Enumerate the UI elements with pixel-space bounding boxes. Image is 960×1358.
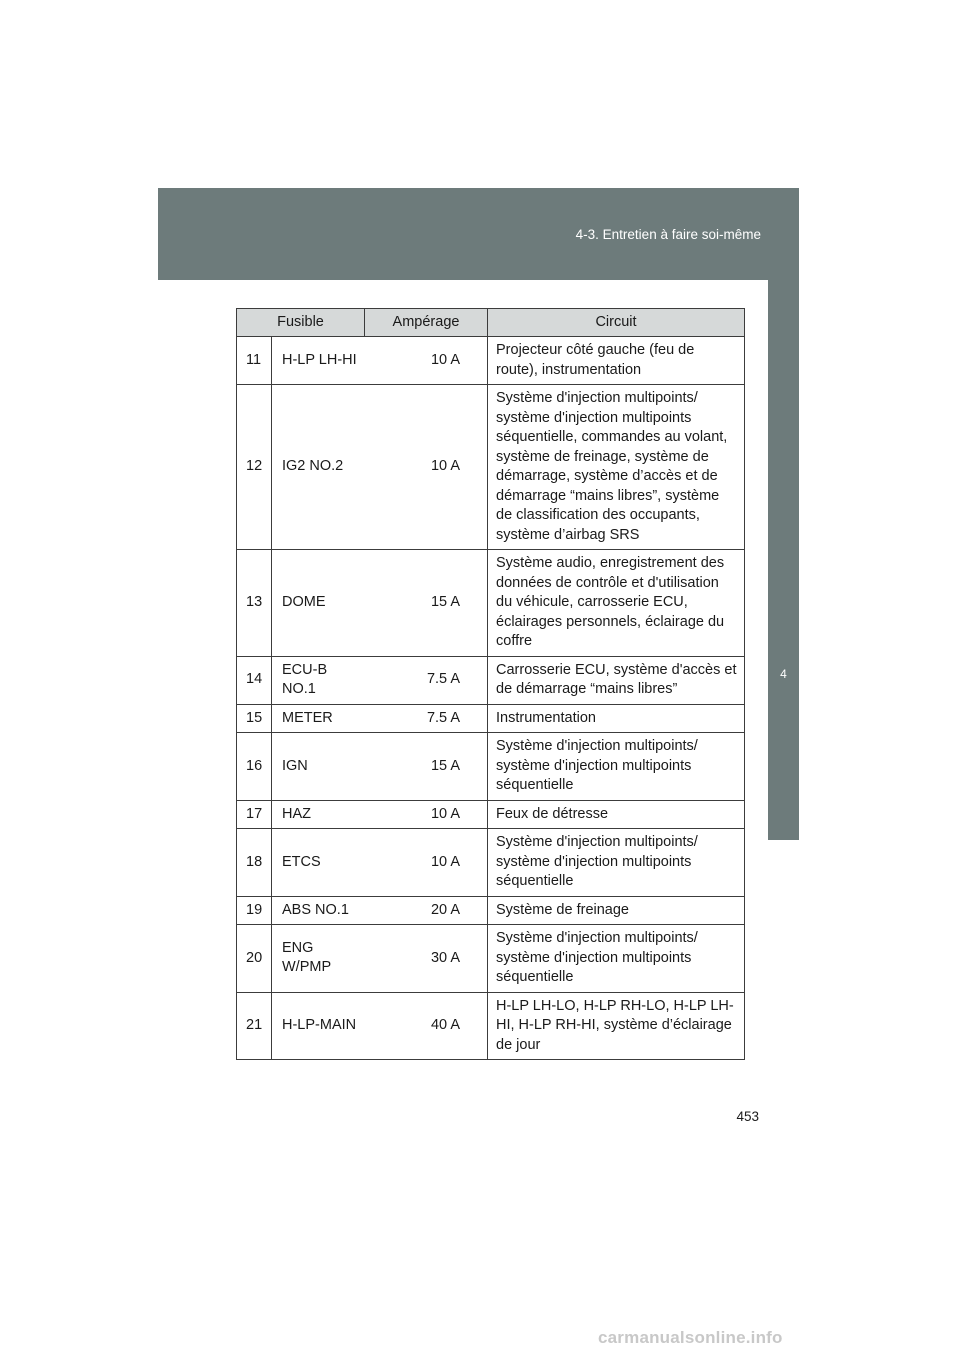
fuse-name: METER [272,704,365,733]
fuse-amperage: 10 A [365,385,488,550]
table-row [237,337,745,385]
column-header-circuit: Circuit [488,309,745,337]
fuse-number: 21 [237,992,272,1060]
fuse-name: H-LP LH-HI [272,337,365,385]
fuse-amperage: 7.5 A [365,656,488,704]
table-row [237,896,745,925]
table-row [237,550,745,657]
fuse-circuit: Feux de détresse [488,800,745,829]
fuse-number: 19 [237,896,272,925]
chapter-number: 4 [780,667,787,681]
fuse-circuit: Carrosserie ECU, système d'accès et de démarrage “mains libres” [488,656,745,704]
fuse-amperage: 10 A [365,337,488,385]
fuse-circuit: Système d'injection multipoints/ système d'injection multipoints séquentielle [488,829,745,897]
page-number: 453 [736,1109,759,1124]
fuse-name: ETCS [272,829,365,897]
fuse-name: IGN [272,733,365,801]
table-row [237,656,745,704]
fuse-circuit: H-LP LH-LO, H-LP RH-LO, H-LP LH-HI, H-LP RH-HI, système d’éclairage de jour [488,992,745,1060]
fuse-name: H-LP-MAIN [272,992,365,1060]
watermark: carmanualsonline.info [598,1328,783,1347]
fuse-circuit: Système d'injection multipoints/ système d'injection multipoints séquentielle, commandes au volant, système de freinage, système de démarrage, système d’accès et de démarrage “mains libres”, système de classification des occupants, système d’airbag SRS [488,385,745,550]
chapter-side-tab [747,280,799,1041]
table-row [237,925,745,993]
fuse-table [236,308,745,1060]
fuse-number: 18 [237,829,272,897]
fuse-circuit: Projecteur côté gauche (feu de route), instrumentation [488,337,745,385]
fuse-amperage: 10 A [365,800,488,829]
table-row [237,704,745,733]
fuse-circuit: Système d'injection multipoints/ système d'injection multipoints séquentielle [488,925,745,993]
fuse-number: 13 [237,550,272,657]
section-title: 4-3. Entretien à faire soi-même [575,227,761,242]
table-row [237,800,745,829]
fuse-circuit: Système de freinage [488,896,745,925]
column-header-amperage: Ampérage [365,309,488,337]
fuse-amperage: 7.5 A [365,704,488,733]
fuse-amperage: 15 A [365,550,488,657]
fuse-number: 17 [237,800,272,829]
fuse-circuit: Système audio, enregistrement des données de contrôle et d'utilisation du véhicule, carrosserie ECU, éclairages personnels, éclairage du coffre [488,550,745,657]
table-row [237,733,745,801]
fuse-number: 15 [237,704,272,733]
table-row [237,385,745,550]
fuse-name: IG2 NO.2 [272,385,365,550]
chapter-label: Entretien et soin [747,988,791,1041]
fuse-amperage: 20 A [365,896,488,925]
fuse-number: 12 [237,385,272,550]
table-row [237,829,745,897]
table-row [237,992,745,1060]
fuse-name: DOME [272,550,365,657]
fuse-name: ABS NO.1 [272,896,365,925]
table-body [237,337,745,1060]
fuse-number: 20 [237,925,272,993]
fuse-circuit: Système d'injection multipoints/ système d'injection multipoints séquentielle [488,733,745,801]
fuse-number: 11 [237,337,272,385]
fuse-name: ENG W/PMP [272,925,365,993]
fuse-circuit: Instrumentation [488,704,745,733]
fuse-amperage: 10 A [365,829,488,897]
fuse-name: ECU-B NO.1 [272,656,365,704]
fuse-amperage: 15 A [365,733,488,801]
column-header-fuse: Fusible [237,309,365,337]
fuse-name: HAZ [272,800,365,829]
fuse-number: 14 [237,656,272,704]
fuse-amperage: 40 A [365,992,488,1060]
table-header-row [237,309,745,337]
section-header [158,188,799,280]
fuse-amperage: 30 A [365,925,488,993]
fuse-number: 16 [237,733,272,801]
